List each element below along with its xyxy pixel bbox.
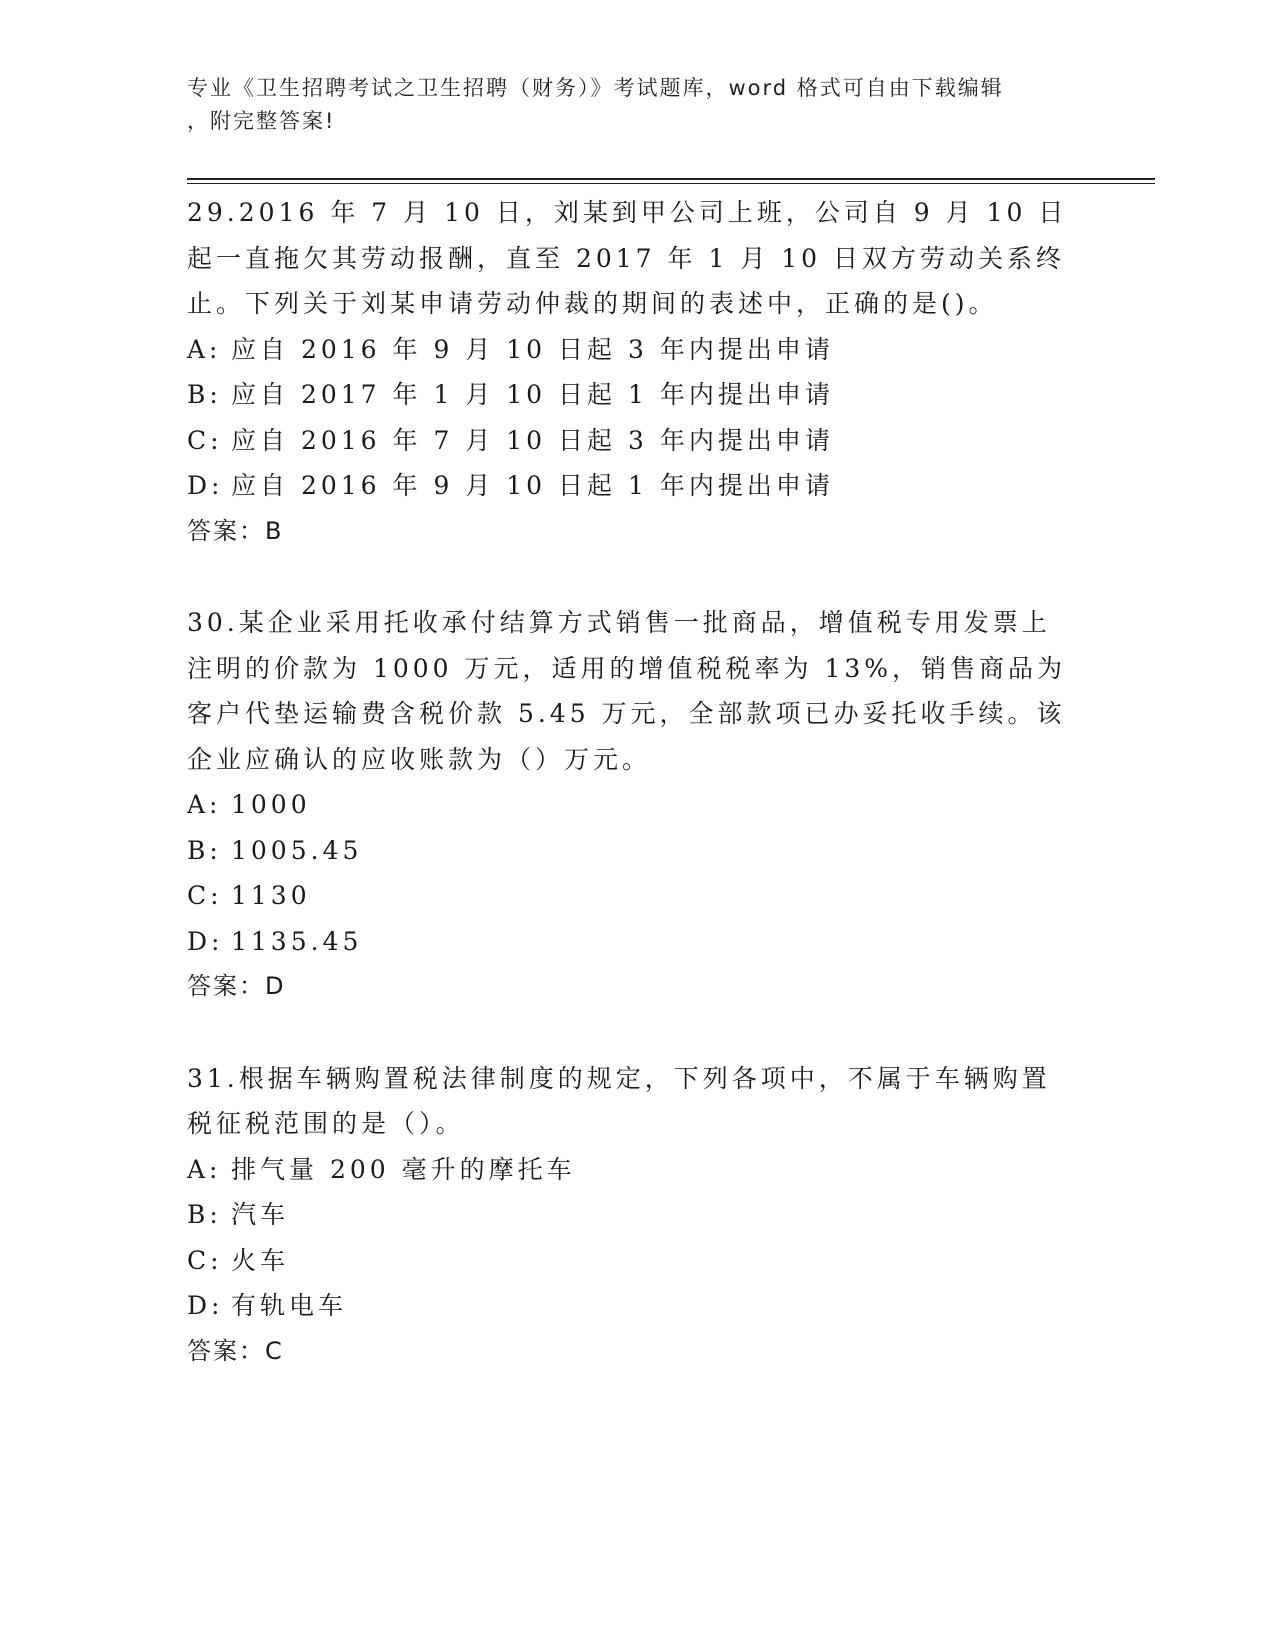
option-c bbox=[187, 418, 1077, 464]
option-letter: C: bbox=[187, 425, 223, 455]
answer-line: 答案：D bbox=[187, 972, 286, 1000]
answer-line: 答案：C bbox=[187, 1336, 284, 1365]
option-letter: B: bbox=[187, 380, 222, 409]
option-text: 应自 2017 年 1 月 10 日起 1 年内提出申请 bbox=[231, 380, 834, 409]
option-text: 有轨电车 bbox=[231, 1291, 348, 1320]
option-c bbox=[187, 873, 1077, 919]
option-b bbox=[187, 828, 1077, 874]
option-text: 应自 2016 年 7 月 10 日起 3 年内提出申请 bbox=[231, 425, 834, 455]
option-d bbox=[187, 463, 1077, 509]
option-text: 排气量 200 毫升的摩托车 bbox=[231, 1154, 576, 1184]
option-letter: A: bbox=[187, 790, 222, 819]
option-d bbox=[187, 919, 1077, 965]
option-letter: D: bbox=[187, 471, 224, 500]
option-a bbox=[187, 782, 1077, 828]
option-letter: B: bbox=[187, 1200, 222, 1229]
answer-line: 答案：B bbox=[187, 516, 284, 545]
header-divider-thin bbox=[187, 183, 1155, 184]
question-31 bbox=[187, 1056, 1077, 1375]
option-letter: B: bbox=[187, 835, 222, 865]
question-stem: 31.根据车辆购置税法律制度的规定，下列各项中，不属于车辆购置税征税范围的是（）。 bbox=[187, 1063, 1051, 1138]
option-text: 1005.45 bbox=[231, 835, 363, 865]
option-text: 1000 bbox=[231, 790, 311, 819]
option-a bbox=[187, 327, 1077, 373]
option-letter: D: bbox=[187, 926, 224, 956]
option-letter: A: bbox=[187, 1154, 222, 1184]
option-b bbox=[187, 372, 1077, 418]
option-text: 应自 2016 年 9 月 10 日起 1 年内提出申请 bbox=[231, 471, 834, 500]
option-text: 1130 bbox=[231, 881, 311, 910]
header-divider bbox=[187, 178, 1155, 180]
option-text: 汽车 bbox=[231, 1200, 290, 1229]
header-line-2: ，附完整答案! bbox=[187, 109, 336, 133]
option-c bbox=[187, 1238, 1077, 1284]
document-header bbox=[187, 72, 1067, 138]
question-list bbox=[187, 190, 1077, 1420]
option-d bbox=[187, 1283, 1077, 1329]
option-letter: C: bbox=[187, 1245, 223, 1275]
option-b bbox=[187, 1192, 1077, 1238]
option-text: 1135.45 bbox=[231, 926, 363, 956]
option-letter: C: bbox=[187, 881, 223, 910]
option-letter: D: bbox=[187, 1291, 224, 1320]
option-a bbox=[187, 1147, 1077, 1193]
option-text: 火车 bbox=[231, 1245, 290, 1275]
option-letter: A: bbox=[187, 334, 222, 364]
question-30 bbox=[187, 600, 1077, 1010]
option-text: 应自 2016 年 9 月 10 日起 3 年内提出申请 bbox=[231, 334, 834, 364]
question-stem: 30.某企业采用托收承付结算方式销售一批商品，增值税专用发票上注明的价款为 1000 万元，适用的增值税税率为 13%，销售商品为客户代垫运输费含税价款 5.45 万元，全部款项已办妥托收手续。该企业应确认的应收账款为（）万元。 bbox=[187, 608, 1067, 774]
question-29 bbox=[187, 190, 1077, 554]
question-stem: 29.2016 年 7 月 10 日，刘某到甲公司上班，公司自 9 月 10 日起一直拖欠其劳动报酬，直至 2017 年 1 月 10 日双方劳动关系终止。下列关于刘某申请劳动仲裁的期间的表述中，正确的是()。 bbox=[187, 198, 1068, 318]
header-line-1: 专业《卫生招聘考试之卫生招聘（财务）》考试题库，word 格式可自由下载编辑 bbox=[187, 76, 1004, 100]
